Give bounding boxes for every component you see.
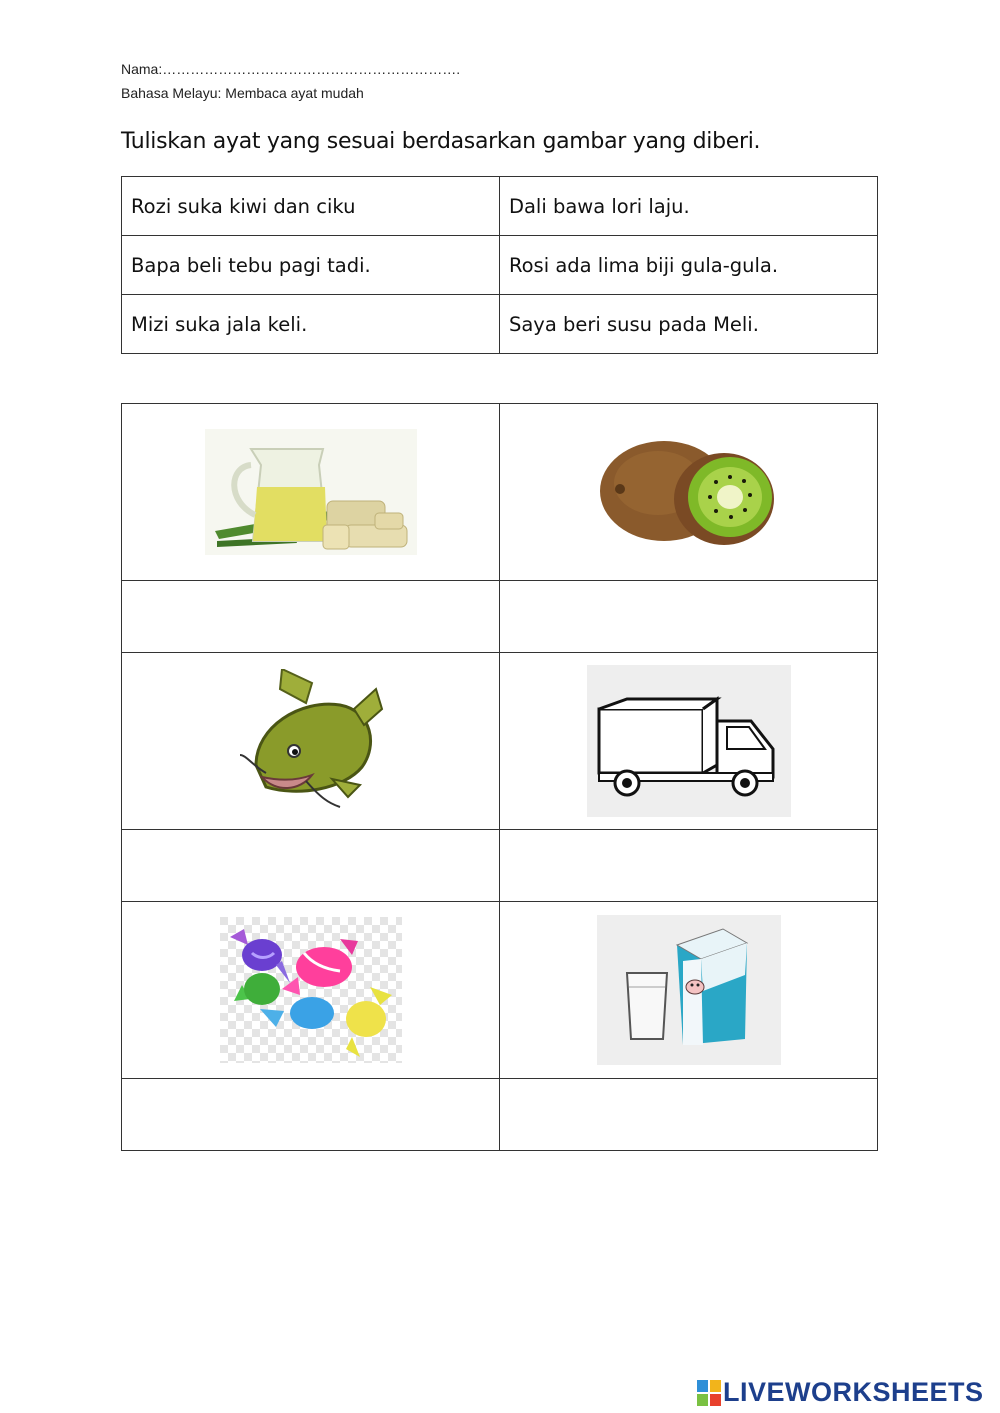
picture-table [121,403,878,1151]
answer-row [122,581,878,653]
candies-icon [220,917,402,1063]
sentence-cell: Saya beri susu pada Meli. [499,295,877,354]
answer-cell[interactable] [122,830,500,902]
answer-cell[interactable] [500,1079,878,1151]
picture-cell [500,902,878,1079]
answer-row [122,830,878,902]
picture-cell [122,653,500,830]
answer-field[interactable] [508,596,866,638]
answer-cell[interactable] [500,581,878,653]
lorry-icon [587,665,791,817]
answer-field[interactable] [508,1094,866,1136]
answer-field[interactable] [508,845,866,887]
picture-cell [500,404,878,581]
instruction: Tuliskan ayat yang sesuai berdasarkan gambar yang diberi. [121,129,761,154]
picture-cell [122,902,500,1079]
picture-cell [500,653,878,830]
subject-line: Bahasa Melayu: Membaca ayat mudah [121,85,364,101]
answer-cell[interactable] [122,1079,500,1151]
picture-cell [122,404,500,581]
sentence-cell: Rosi ada lima biji gula-gula. [499,236,877,295]
picture-row [122,653,878,830]
sugarcane-juice-icon [205,429,417,555]
liveworksheets-logo-text: LIVEWORKSHEETS [723,1377,984,1407]
table-row [122,236,878,295]
sentence-cell: Bapa beli tebu pagi tadi. [122,236,500,295]
liveworksheets-logo-icon [697,1380,721,1406]
table-row [122,177,878,236]
sentence-table [121,176,878,354]
answer-field[interactable] [130,845,488,887]
kiwi-fruit-icon [598,437,780,547]
picture-row [122,404,878,581]
name-line: Nama:………………………………………………………. [121,61,461,77]
sentence-cell: Mizi suka jala keli. [122,295,500,354]
catfish-icon [236,669,386,813]
table-row [122,295,878,354]
answer-cell[interactable] [500,830,878,902]
sentence-cell: Dali bawa lori laju. [499,177,877,236]
milk-carton-glass-icon [597,915,781,1065]
picture-row [122,902,878,1079]
answer-field[interactable] [130,1094,488,1136]
answer-cell[interactable] [122,581,500,653]
answer-field[interactable] [130,596,488,638]
sentence-cell: Rozi suka kiwi dan ciku [122,177,500,236]
answer-row [122,1079,878,1151]
liveworksheets-logo[interactable] [697,1377,984,1408]
